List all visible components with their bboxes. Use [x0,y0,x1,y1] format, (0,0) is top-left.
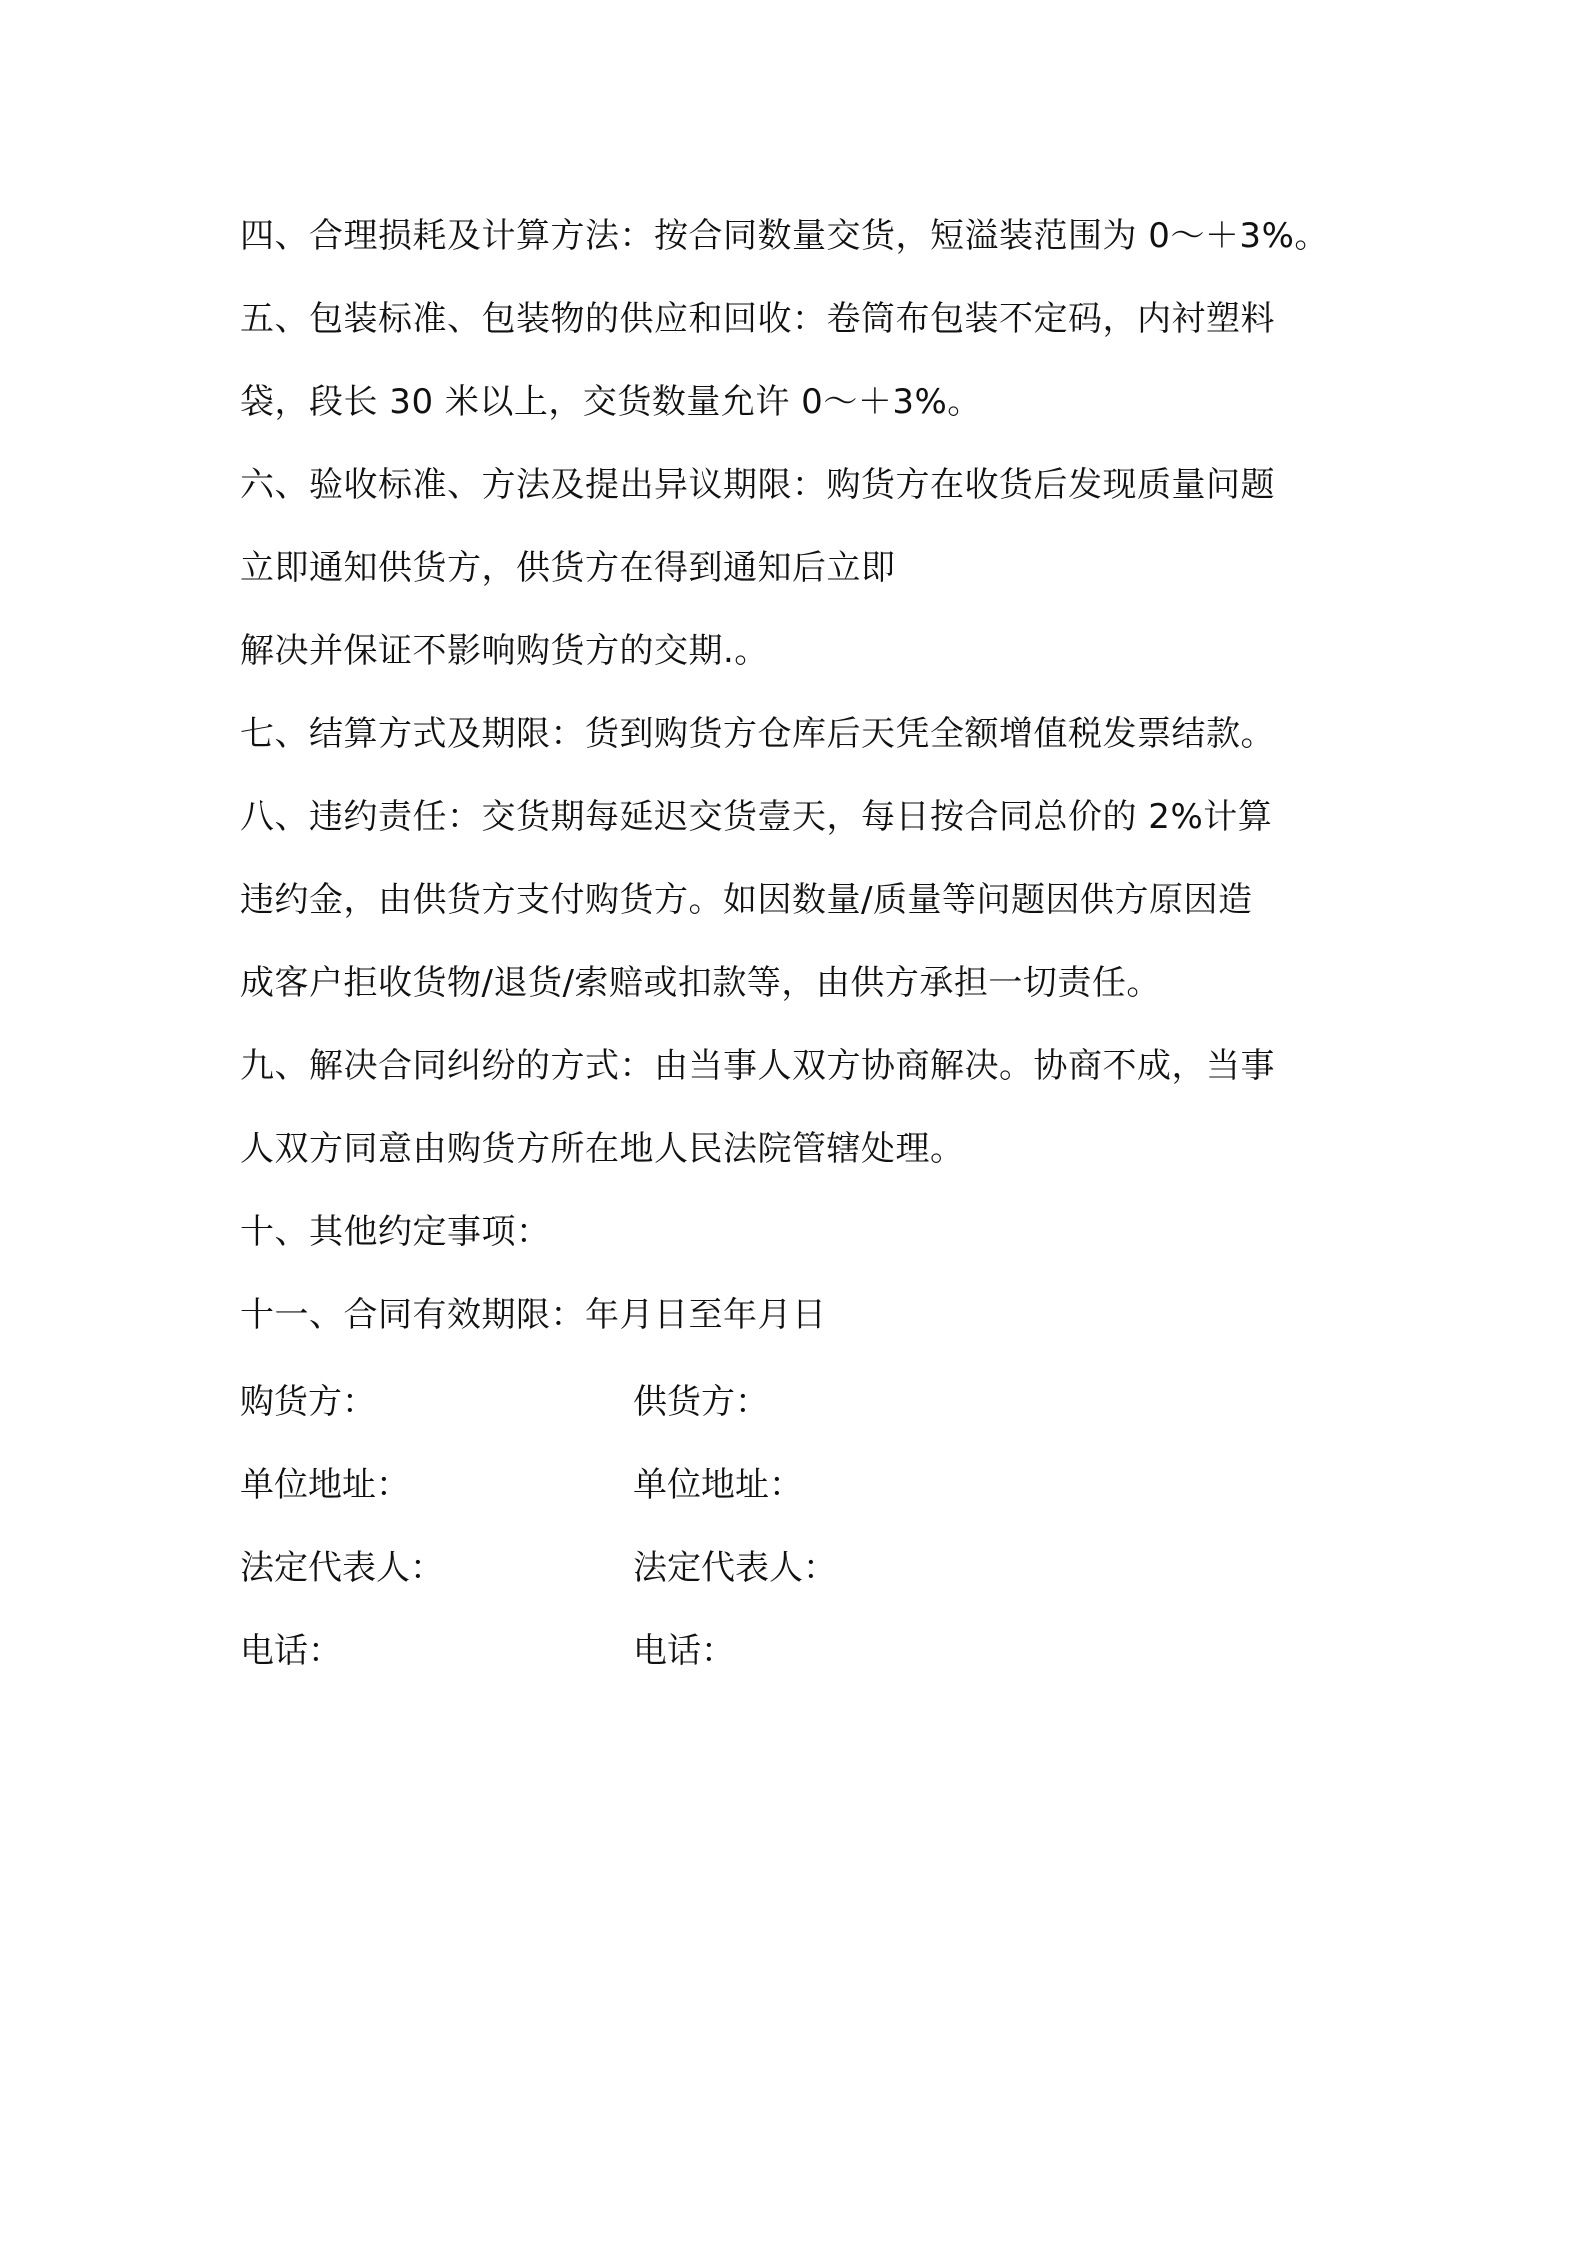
contract-clauses [240,195,1360,1357]
clause-5-line-2: 袋，段长 30 米以上，交货数量允许 0～＋3%。 [240,382,982,422]
signature-block [240,1361,1360,1693]
clause-4-line: 四、合理损耗及计算方法：按合同数量交货，短溢装范围为 0～＋3%。 [240,216,1329,256]
supplier-representative-label: 法定代表人： [633,1548,837,1588]
clause-9-line-1: 九、解决合同纠纷的方式：由当事人双方协商解决。协商不成，当事 [240,1046,1275,1086]
supplier-phone-label: 电话： [633,1631,735,1671]
clause-8-line-2: 违约金，由供货方支付购货方。如因数量/质量等问题因供方原因造 [240,880,1253,920]
buyer-representative-label: 法定代表人： [240,1548,444,1588]
clause-11-line: 十一、合同有效期限：年月日至年月日 [240,1295,827,1335]
clause-8-line-1: 八、违约责任：交货期每延迟交货壹天，每日按合同总价的 2%计算 [240,797,1273,837]
buyer-label: 购货方： [240,1382,376,1422]
clause-7-line: 七、结算方式及期限：货到购货方仓库后天凭全额增值税发票结款。 [240,714,1275,754]
clause-6-line-3: 解决并保证不影响购货方的交期.。 [240,631,769,671]
supplier-label: 供货方： [633,1382,769,1422]
clause-5-line-1: 五、包装标准、包装物的供应和回收：卷筒布包装不定码，内衬塑料 [240,299,1275,339]
clause-8-line-3: 成客户拒收货物/退货/索赔或扣款等，由供方承担一切责任。 [240,963,1161,1003]
clause-9-line-2: 人双方同意由购货方所在地人民法院管辖处理。 [240,1129,965,1169]
clause-10-line: 十、其他约定事项： [240,1212,551,1252]
representative-row [240,1527,1360,1610]
buyer-address-label: 单位地址： [240,1465,410,1505]
clause-6-line-1: 六、验收标准、方法及提出异议期限：购货方在收货后发现质量问题 [240,465,1275,505]
buyer-phone-label: 电话： [240,1631,342,1671]
phone-row [240,1610,1360,1693]
supplier-address-label: 单位地址： [633,1465,803,1505]
address-row [240,1444,1360,1527]
party-row [240,1361,1360,1444]
clause-6-line-2: 立即通知供货方，供货方在得到通知后立即 [240,548,896,588]
